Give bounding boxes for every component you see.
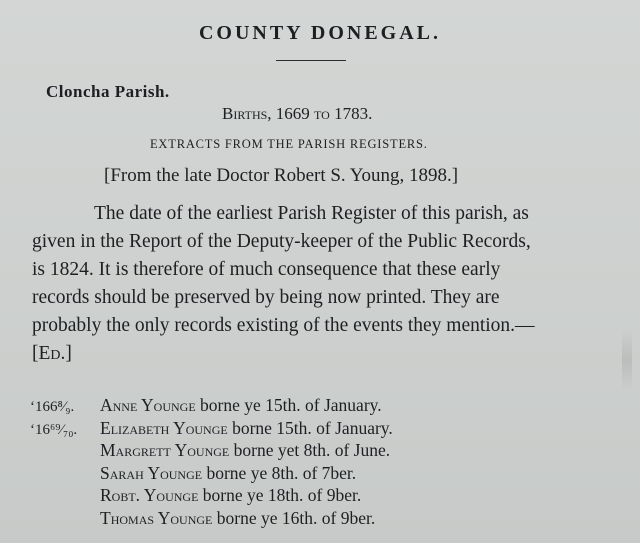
entry-text: borne ye 18th. of 9ber.	[198, 485, 362, 505]
birth-entry	[30, 507, 610, 530]
entry-text: borne yet 8th. of June.	[229, 440, 391, 460]
intro-paragraph	[32, 200, 632, 368]
parish-heading: Cloncha Parish.	[46, 82, 170, 101]
paragraph-line: probably the only records existing of the events they mention.—	[32, 315, 535, 336]
birth-entry	[30, 439, 610, 462]
paragraph-line: is 1824. It is therefore of much consequence that these early	[32, 259, 501, 280]
paragraph-line: The date of the earliest Parish Register of this parish, as	[94, 203, 529, 224]
paragraph-line: [Ed.]	[32, 343, 72, 364]
entry-text: borne ye 8th. of 7ber.	[202, 462, 357, 483]
page-shadow	[622, 330, 632, 390]
title-rule	[276, 60, 346, 61]
birth-entry	[30, 484, 610, 507]
extracts-line: EXTRACTS FROM THE PARISH REGISTERS.	[150, 137, 428, 151]
birth-entry	[30, 417, 610, 440]
paragraph-line: records should be preserved by being now printed. They are	[32, 287, 500, 308]
source-line: [From the late Doctor Robert S. Young, 1898.]	[104, 165, 459, 186]
entry-text: borne 15th. of January.	[227, 417, 393, 438]
entry-name: Elizabeth Younge	[100, 417, 228, 438]
entry-name: Thomas Younge	[100, 507, 213, 528]
entry-year: ‘166⁸⁄₉.	[30, 399, 75, 415]
birth-entry	[30, 394, 610, 417]
paragraph-line: given in the Report of the Deputy-keeper of the Public Records,	[32, 231, 531, 252]
entry-name: Robt. Younge	[100, 485, 199, 505]
births-subtitle: Births, 1669 to 1783.	[222, 104, 373, 123]
entry-text: borne ye 16th. of 9ber.	[212, 507, 376, 528]
entry-text: borne ye 15th. of January.	[195, 395, 382, 415]
birth-entry	[30, 462, 610, 485]
county-title: COUNTY DONEGAL.	[198, 22, 442, 44]
birth-entries	[30, 394, 610, 529]
entry-name: Sarah Younge	[100, 462, 203, 483]
entry-year: ‘16⁶⁹⁄₇₀.	[30, 421, 78, 438]
entry-name: Margrett Younge	[100, 440, 230, 460]
entry-name: Anne Younge	[100, 395, 196, 415]
